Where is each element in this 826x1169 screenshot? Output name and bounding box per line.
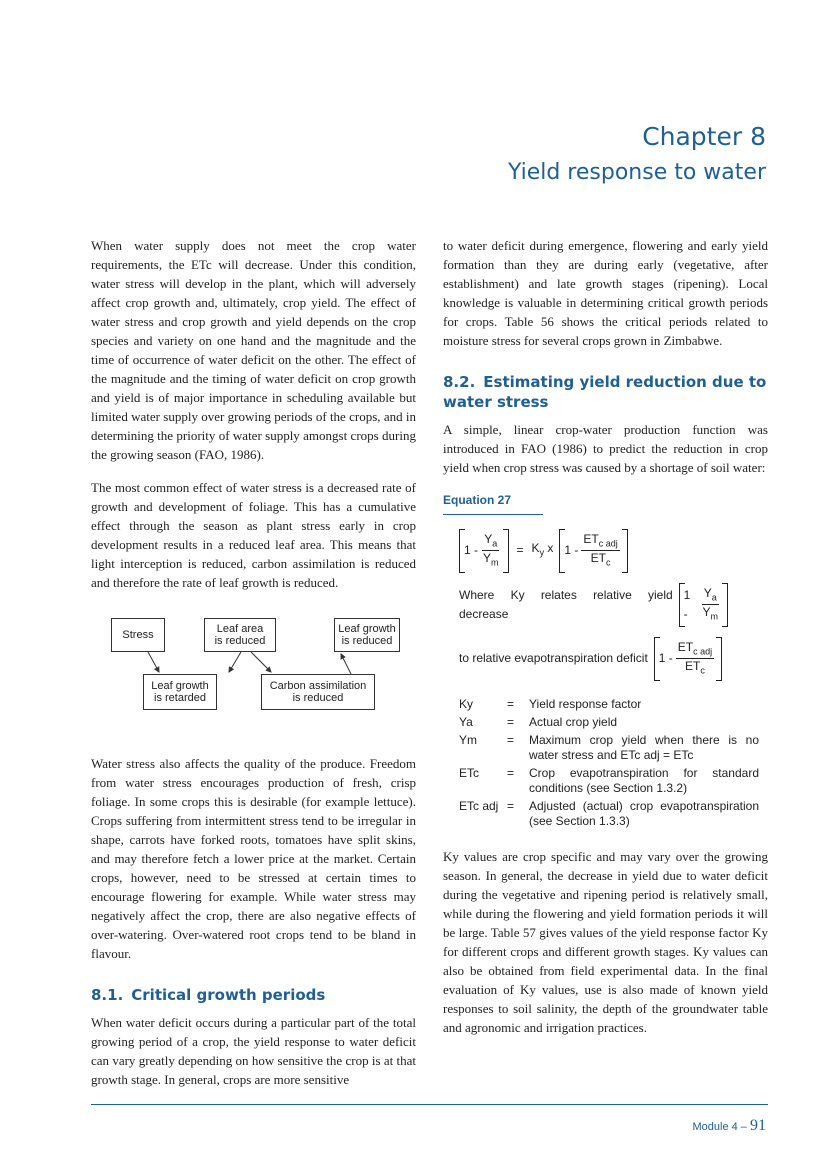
diagram-box-carbon-assimilation xyxy=(261,674,375,710)
arrow xyxy=(251,652,271,672)
box-label: Leaf growth xyxy=(338,623,396,635)
box-label: is retarded xyxy=(154,692,206,704)
equation-label: Equation 27 xyxy=(443,493,512,507)
chapter-number: Chapter 8 xyxy=(642,122,766,151)
module-label: Module 4 – xyxy=(692,1121,747,1133)
definition-text: Yield response factor xyxy=(529,696,642,711)
box-label: Leaf growth xyxy=(151,680,209,692)
definitions-list xyxy=(459,697,759,829)
definition-row: ETc adj = Adjusted (actual) crop evapotranspiration (see Section 1.3.3) xyxy=(459,798,759,828)
box-label: is reduced xyxy=(292,692,344,704)
definition-text: Crop evapotranspiration for standard conditions (see Section 1.3.2) xyxy=(529,765,759,795)
definition-symbol: Ya xyxy=(459,714,473,729)
water-stress-diagram xyxy=(91,612,416,732)
footer-rule xyxy=(91,1104,768,1105)
equation-bracket: 1 - $\frac{ET_{c adj}}{ET_c}$ xyxy=(654,637,722,681)
paragraph: When water deficit occurs during a particular part of the total growing period of a crop, the yield response to water deficit can vary greatly depending on how sensitive the crop is at that growth stage. In general, crops are more sensitive xyxy=(91,1015,416,1087)
definition-symbol: Ym xyxy=(459,732,477,747)
section-heading-8-1 xyxy=(91,985,416,1005)
chapter-title: Yield response to water xyxy=(507,160,766,185)
equation-bracket: 1 - $\frac{Y_a}{Y_m}$ xyxy=(459,529,509,573)
equation-bracket: 1 - $\frac{Y_a}{Y_m}$ xyxy=(679,583,728,627)
where-line-2 xyxy=(459,637,728,681)
definition-symbol: ETc adj xyxy=(459,798,499,813)
where-text: Where Ky relates relative yield decrease xyxy=(459,587,673,621)
equation-27: 1 - $\frac{Y_a}{Y_m}$ = $K_y$ x 1 - $\frac{ET_{c adj}}{ET_c}$ xyxy=(459,529,768,573)
section-heading-8-2 xyxy=(443,372,768,412)
right-column xyxy=(443,236,768,1051)
paragraph: When water supply does not meet the crop water requirements, the ETc will decrease. Under this condition, water stress will develop in the plant, which will adversely affect crop growth and, ultimately, crop yield. The effect of water stress and crop growth and yield depends on the crop species and variety on one hand and the magnitude and the time of occurrence of water deficit on the other. The effect of the magnitude and the timing of water deficit on crop growth and yield is of major importance in scheduling available but limited water supply over growing periods of the crops, and in determining the priority of water supply amongst crops during the growing season (FAO, 1986). xyxy=(91,238,416,462)
section-title: Critical growth periods xyxy=(131,986,326,1004)
section-number: 8.2. xyxy=(443,373,476,391)
definition-symbol: Ky xyxy=(459,696,474,711)
paragraph: The most common effect of water stress is a decreased rate of growth and development of foliage. This has a cumulative effect through the season as plant stress early in crop development results in a reduced leaf area. This means that light interception is reduced, carbon assimilation is reduced and therefore the rate of leaf growth is reduced. xyxy=(91,480,416,590)
paragraph: Water stress also affects the quality of the produce. Freedom from water stress encourages production of fresh, crisp foliage. In some crops this is desirable (for example lettuce). Crops suffering from intermittent stress tend to be irregular in shape, carrots have forked roots, tomatoes have split skins, and may therefore fetch a lower price at the market. Certain crops, however, need to be stressed at certain times to encourage flowering for example. While water stress may negatively affect the crop, there are also negative effects of over-watering. Over-watered root crops tend to be bland in flavour. xyxy=(91,756,416,961)
box-label: Stress xyxy=(122,629,154,641)
section-number: 8.1. xyxy=(91,986,124,1004)
diagram-box-leaf-growth-reduced xyxy=(334,618,400,652)
equation-bracket: 1 - $\frac{ET_{c adj}}{ET_c}$ xyxy=(559,529,627,573)
box-label: is reduced xyxy=(214,635,266,647)
diagram-box-stress xyxy=(111,618,165,652)
diagram-box-leaf-growth-retarded xyxy=(143,674,217,710)
box-label: is reduced xyxy=(341,635,393,647)
page-number: 91 xyxy=(750,1117,766,1134)
paragraph: Ky values are crop specific and may vary over the growing season. In general, the decrease in yield due to water deficit during the vegetative and ripening period is relatively small, while during the flowering and yield formation periods it will be large. Table 57 gives values of the yield response factor Ky for different crops and different growth stages. Ky values can also be obtained from field experimental data. In the final evaluation of Ky values, use is also made of known yield responses to soil salinity, the depth of the groundwater table and agronomic and irrigation practices. xyxy=(443,848,768,1035)
paragraph: A simple, linear crop-water production function was introduced in FAO (1986) to predict the reduction in crop yield when crop stress was caused by a shortage of soil water: xyxy=(443,422,768,475)
box-label: Carbon assimilation xyxy=(269,680,367,692)
arrow xyxy=(229,652,241,672)
where-line-1 xyxy=(459,583,728,627)
section-title: Estimating yield reduction due to water stress xyxy=(443,373,767,411)
equation-rule xyxy=(443,514,543,515)
where-text: to relative evapotranspiration deficit xyxy=(459,651,648,666)
definition-row: Ym = Maximum crop yield when there is no water stress and ETc adj = ETc xyxy=(459,732,759,762)
left-column xyxy=(91,236,416,1103)
page-footer xyxy=(693,1117,767,1135)
box-label: Leaf area xyxy=(216,623,264,635)
definition-row: Ky = Yield response factor xyxy=(459,697,759,712)
definition-text: Actual crop yield xyxy=(529,714,618,729)
definition-text: Adjusted (actual) crop evapotranspiration (see Section 1.3.3) xyxy=(529,798,759,828)
definition-row: Ya = Actual crop yield xyxy=(459,715,759,730)
arrow xyxy=(341,654,351,674)
definition-text: Maximum crop yield when there is no water stress and ETc adj = ETc xyxy=(529,732,759,762)
definition-symbol: ETc xyxy=(459,765,480,780)
diagram-box-leaf-area xyxy=(204,618,276,652)
definition-row: ETc = Crop evapotranspiration for standard conditions (see Section 1.3.2) xyxy=(459,765,759,795)
arrow xyxy=(148,652,159,672)
paragraph: to water deficit during emergence, flowering and early yield formation than they are during early (vegetative, after establishment) and late growth stages (ripening). Local knowledge is valuable in determining critical growth periods for crops. Table 56 shows the critical periods related to moisture stress for several crops grown in Zimbabwe. xyxy=(443,238,768,348)
